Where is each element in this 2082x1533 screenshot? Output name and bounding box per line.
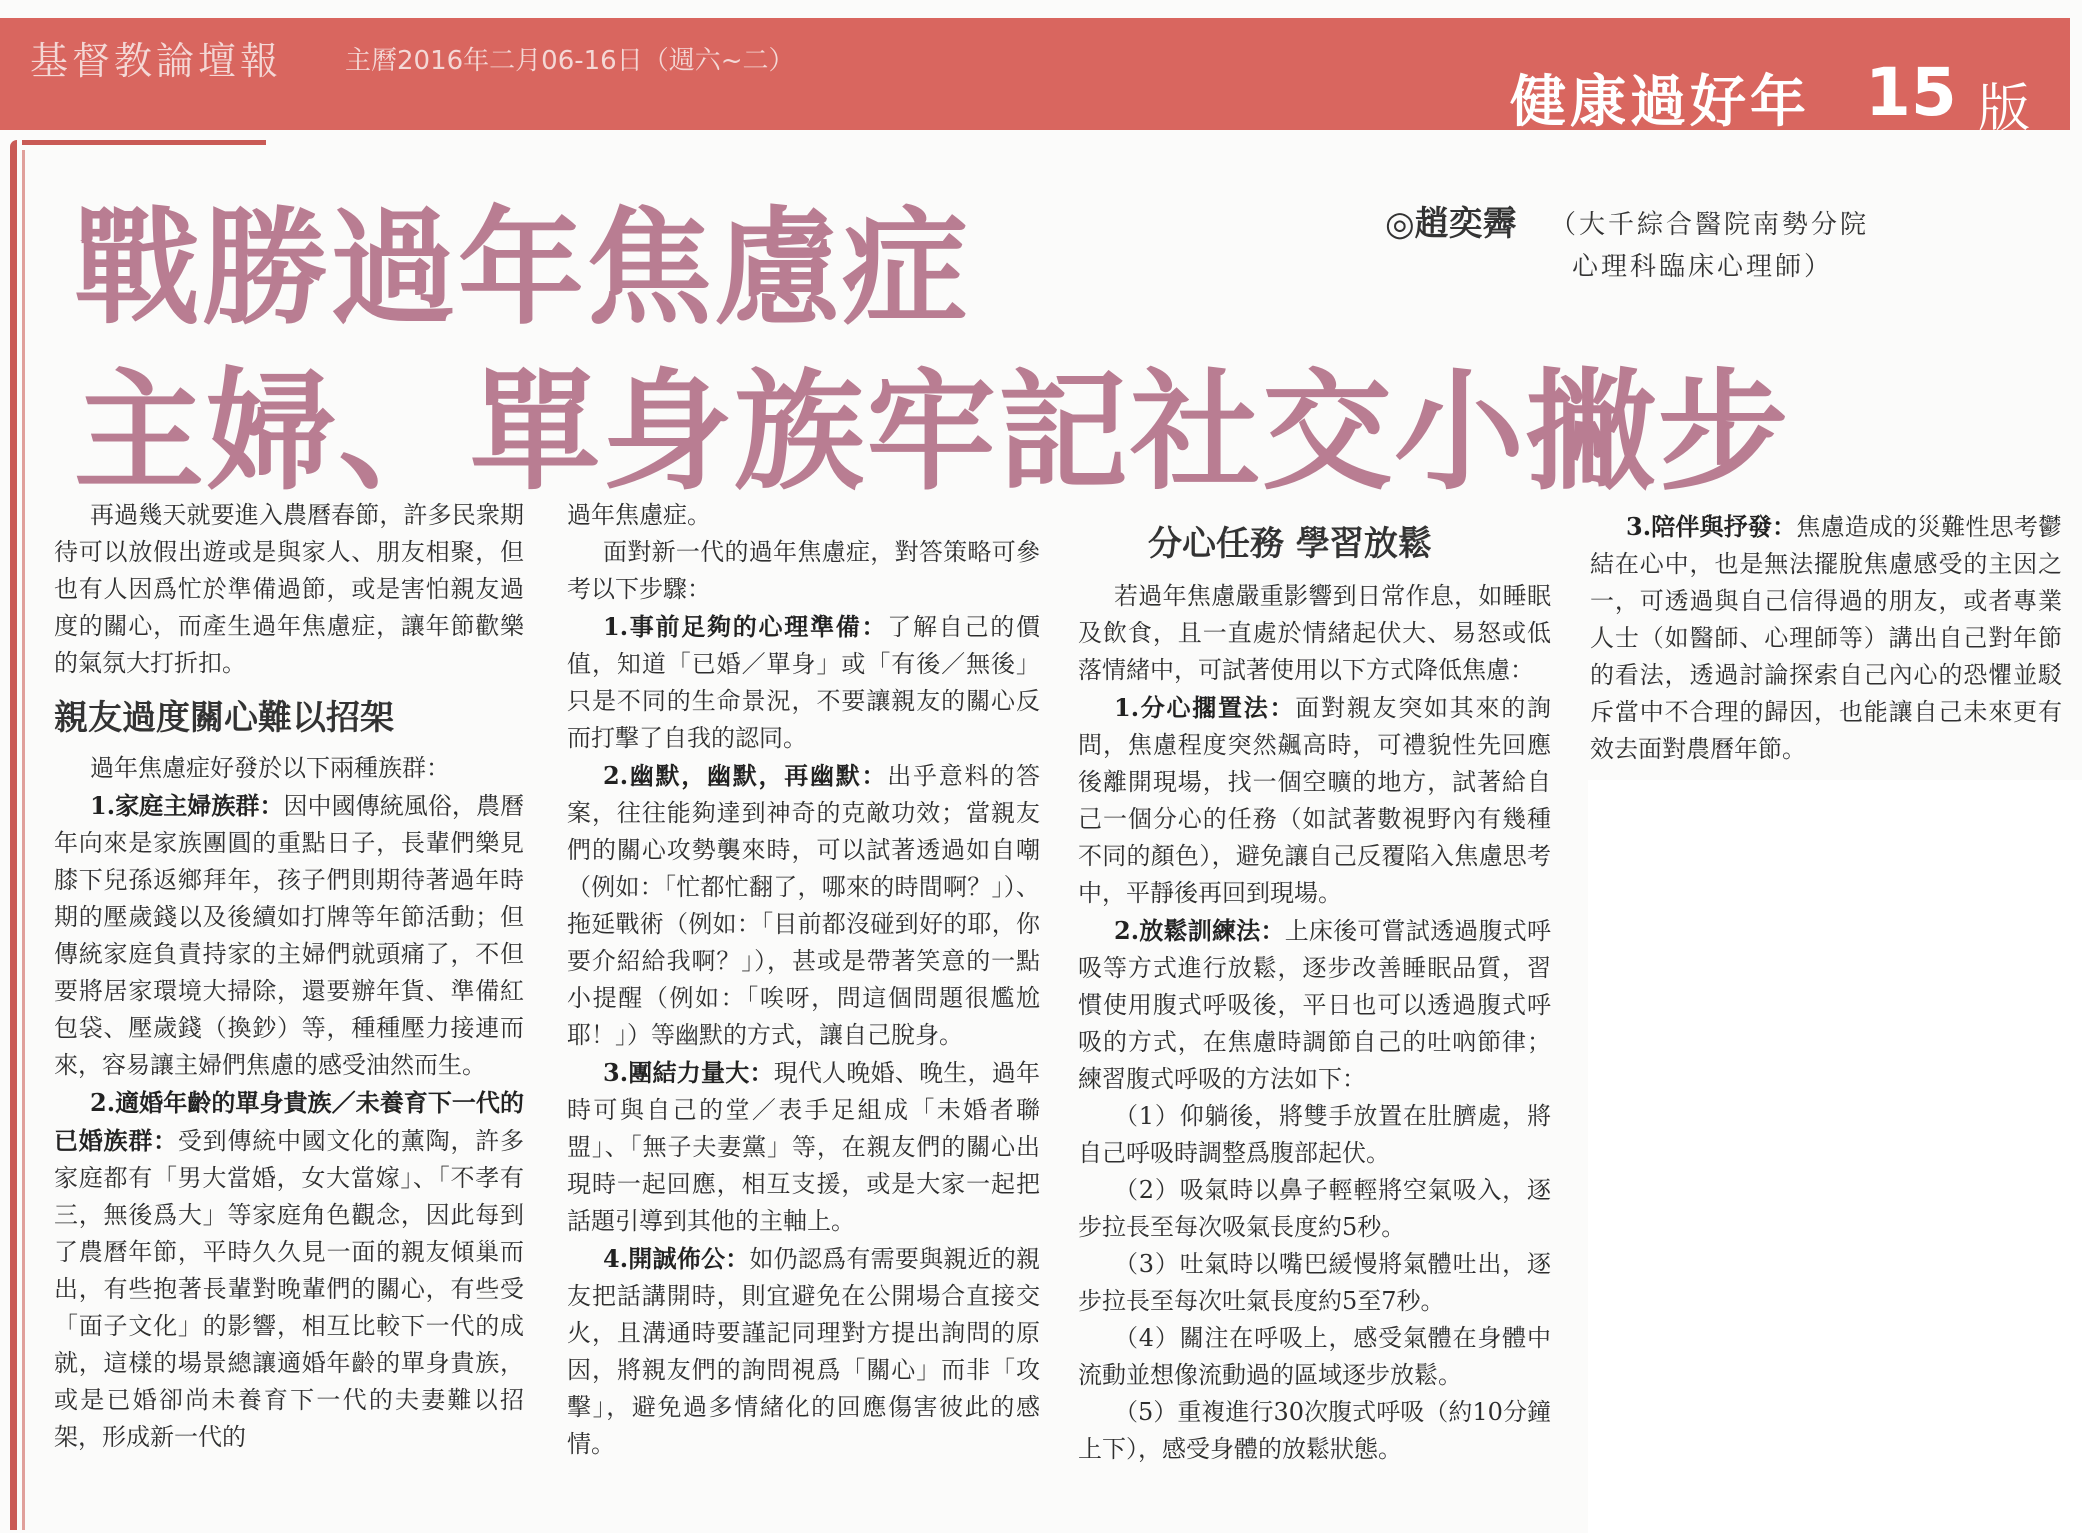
headline-line-2: 主婦、單身族牢記社交小撇步 <box>74 356 1791 508</box>
issue-date: 主曆2016年二月06-16日（週六~二） <box>345 46 795 76</box>
paragraph: 過年焦慮症好發於以下兩種族群： <box>90 754 450 782</box>
paragraph-body: 面對親友突如其來的詢問，焦慮程度突然飆高時，可禮貌性先回應後離開現場，找一個空曠的地方，試著給自己一個分心的任務（如試著數視野內有幾種不同的顏色），避免讓自己反覆陷入焦慮思考中，平靜後再回到現場。 <box>1078 694 1551 907</box>
breathing-step: （2）吸氣時以鼻子輕輕將空氣吸入，逐步拉長至每次吸氣長度約5秒。 <box>1078 1176 1551 1241</box>
paragraph-lead: 3.團結力量大： <box>603 1058 774 1087</box>
paragraph-body: 焦慮造成的災難性思考鬱結在心中，也是無法擺脫焦慮感受的主因之一，可透過與自己信得過的朋友，或者專業人士（如醫師、心理師等）講出自己對年節的看法，透過討論探索自己內心的恐懼並駁斥當中不合理的歸因，也能讓自己未來更有效去面對農曆年節。 <box>1590 513 2062 763</box>
paragraph-body: 了解自己的價值，知道「已婚／單身」或「有後／無後」只是不同的生命景況，不要讓親友的關心反而打擊了自我的認同。 <box>567 613 1040 752</box>
paragraph <box>567 1054 1040 1240</box>
paragraph-lead: 3.陪伴與抒發： <box>1626 512 1797 541</box>
paragraph <box>1590 508 2062 768</box>
paragraph <box>567 608 1040 757</box>
paragraph-body: 因中國傳統風俗，農曆年向來是家族團圓的重點日子，長輩們樂見膝下兒孫返鄉拜年，孩子們則期待著過年時期的壓歲錢以及後續如打牌等年節活動；但傳統家庭負責持家的主婦們就頭痛了，不但要將居家環境大掃除，還要辦年貨、準備紅包袋、壓歲錢（換鈔）等，種種壓力接連而來，容易讓主婦們焦慮的感受油然而生。 <box>54 792 524 1079</box>
paragraph-body: 如仍認爲有需要與親近的親友把話講開時，則宜避免在公開場合直接交火，且溝通時要謹記同理對方提出詢問的原因，將親友們的詢問視爲「關心」而非「攻擊」，避免過多情緒化的回應傷害彼此的感情。 <box>567 1245 1041 1458</box>
paragraph-continuation: 過年焦慮症。 <box>567 501 711 529</box>
paragraph-lead: 1.家庭主婦族群： <box>90 791 284 820</box>
paragraph <box>54 787 524 1084</box>
article-column-4 <box>1590 508 2062 768</box>
paragraph-body: 上床後可嘗試透過腹式呼吸等方式進行放鬆，逐步改善睡眠品質，習慣使用腹式呼吸後，平日也可以透過腹式呼吸的方式，在焦慮時調節自己的吐吶節律；練習腹式呼吸的方法如下： <box>1078 917 1552 1093</box>
paragraph-lead: 2.放鬆訓練法： <box>1114 916 1285 945</box>
paragraph-lead: 2.適婚年齡的單身貴族／未養育下一代的已婚族群： <box>54 1088 524 1155</box>
paragraph <box>567 757 1040 1054</box>
subheading-2: 分心任務 學習放鬆 <box>1148 524 1432 564</box>
breathing-step: （4）關注在呼吸上，感受氣體在身體中流動並想像流動過的區域逐步放鬆。 <box>1078 1324 1551 1389</box>
paragraph <box>54 1084 524 1456</box>
breathing-step: （5）重複進行30次腹式呼吸（約10分鐘上下），感受身體的放鬆狀態。 <box>1078 1398 1551 1463</box>
breathing-step: （3）吐氣時以嘴巴緩慢將氣體吐出，逐步拉長至每次吐氣長度約5至7秒。 <box>1078 1250 1551 1315</box>
intro-paragraph: 再過幾天就要進入農曆春節，許多民衆期待可以放假出遊或是與家人、朋友相聚，但也有人因爲忙於準備過節，或是害怕親友過度的關心，而產生過年焦慮症，讓年節歡樂的氣氛大打折扣。 <box>54 501 524 677</box>
headline-line-1: 戰勝過年焦慮症 <box>74 195 970 342</box>
paragraph-lead: 4.開誠佈公： <box>603 1244 750 1273</box>
subheading-1: 親友過度關心難以招架 <box>54 698 394 738</box>
author-affiliation-1: （大千綜合醫院南勢分院 <box>1550 210 1870 240</box>
frame-left-inner-rule <box>22 150 25 1530</box>
article-column-2 <box>567 497 1040 1463</box>
frame-left-rule <box>10 140 17 1530</box>
newspaper-name: 基督教論壇報 <box>30 39 283 83</box>
frame-top-rule <box>22 140 266 145</box>
paragraph-lead: 1.分心擱置法： <box>1114 693 1296 722</box>
author-affiliation-2: 心理科臨床心理師） <box>1572 252 1834 282</box>
page-number: 15 <box>1865 54 1957 131</box>
breathing-step: （1）仰躺後，將雙手放置在肚臍處，將自己呼吸時調整爲腹部起伏。 <box>1078 1102 1551 1167</box>
paragraph: 若過年焦慮嚴重影響到日常作息，如睡眠及飲食，且一直處於情緒起伏大、易怒或低落情緒中，可試著使用以下方式降低焦慮： <box>1078 582 1551 684</box>
paragraph: 面對新一代的過年焦慮症，對答策略可參考以下步驟： <box>567 538 1040 603</box>
paragraph-body: 受到傳統中國文化的薰陶，許多家庭都有「男大當婚，女大當嫁」、「不孝有三，無後爲大」等家庭角色觀念，因此每到了農曆年節，平時久久見一面的親友傾巢而出，有些抱著長輩對晚輩們的關心，有些受「面子文化」的影響，相互比較下一代的成就，這樣的場景總讓適婚年齡的單身貴族，或是已婚卻尚未養育下一代的夫妻難以招架，形成新一代的 <box>54 1127 525 1451</box>
paragraph-lead: 1.事前足夠的心理準備： <box>603 612 888 641</box>
paragraph <box>567 1240 1040 1463</box>
article-column-3 <box>1078 522 1551 1468</box>
paragraph <box>1078 689 1551 912</box>
paragraph <box>1078 912 1551 1098</box>
paragraph-body: 現代人晚婚、晚生，過年時可與自己的堂／表手足組成「未婚者聯盟」、「無子夫妻黨」等，在親友們的關心出現時一起回應，相互支援，或是大家一起把話題引導到其他的主軸上。 <box>567 1059 1041 1235</box>
author-byline: ◎趙奕霽 <box>1385 204 1517 244</box>
section-title: 健康過好年 <box>1510 70 1810 135</box>
blank-margin <box>1588 780 2082 1533</box>
paragraph-lead: 2.幽默，幽默，再幽默： <box>603 761 888 790</box>
article-column-1 <box>54 497 524 1456</box>
paragraph-body: 出乎意料的答案，往往能夠達到神奇的克敵功效；當親友們的關心攻勢襲來時，可以試著透過如自嘲（例如：「忙都忙翻了，哪來的時間啊？」）、拖延戰術（例如：「目前都沒碰到好的耶，你要介紹給我啊？」），甚或是帶著笑意的一點小提醒（例如：「唉呀，問這個問題很尷尬耶！」）等幽默的方式，讓自己脫身。 <box>567 762 1040 1049</box>
page-suffix: 版 <box>1978 79 2031 139</box>
